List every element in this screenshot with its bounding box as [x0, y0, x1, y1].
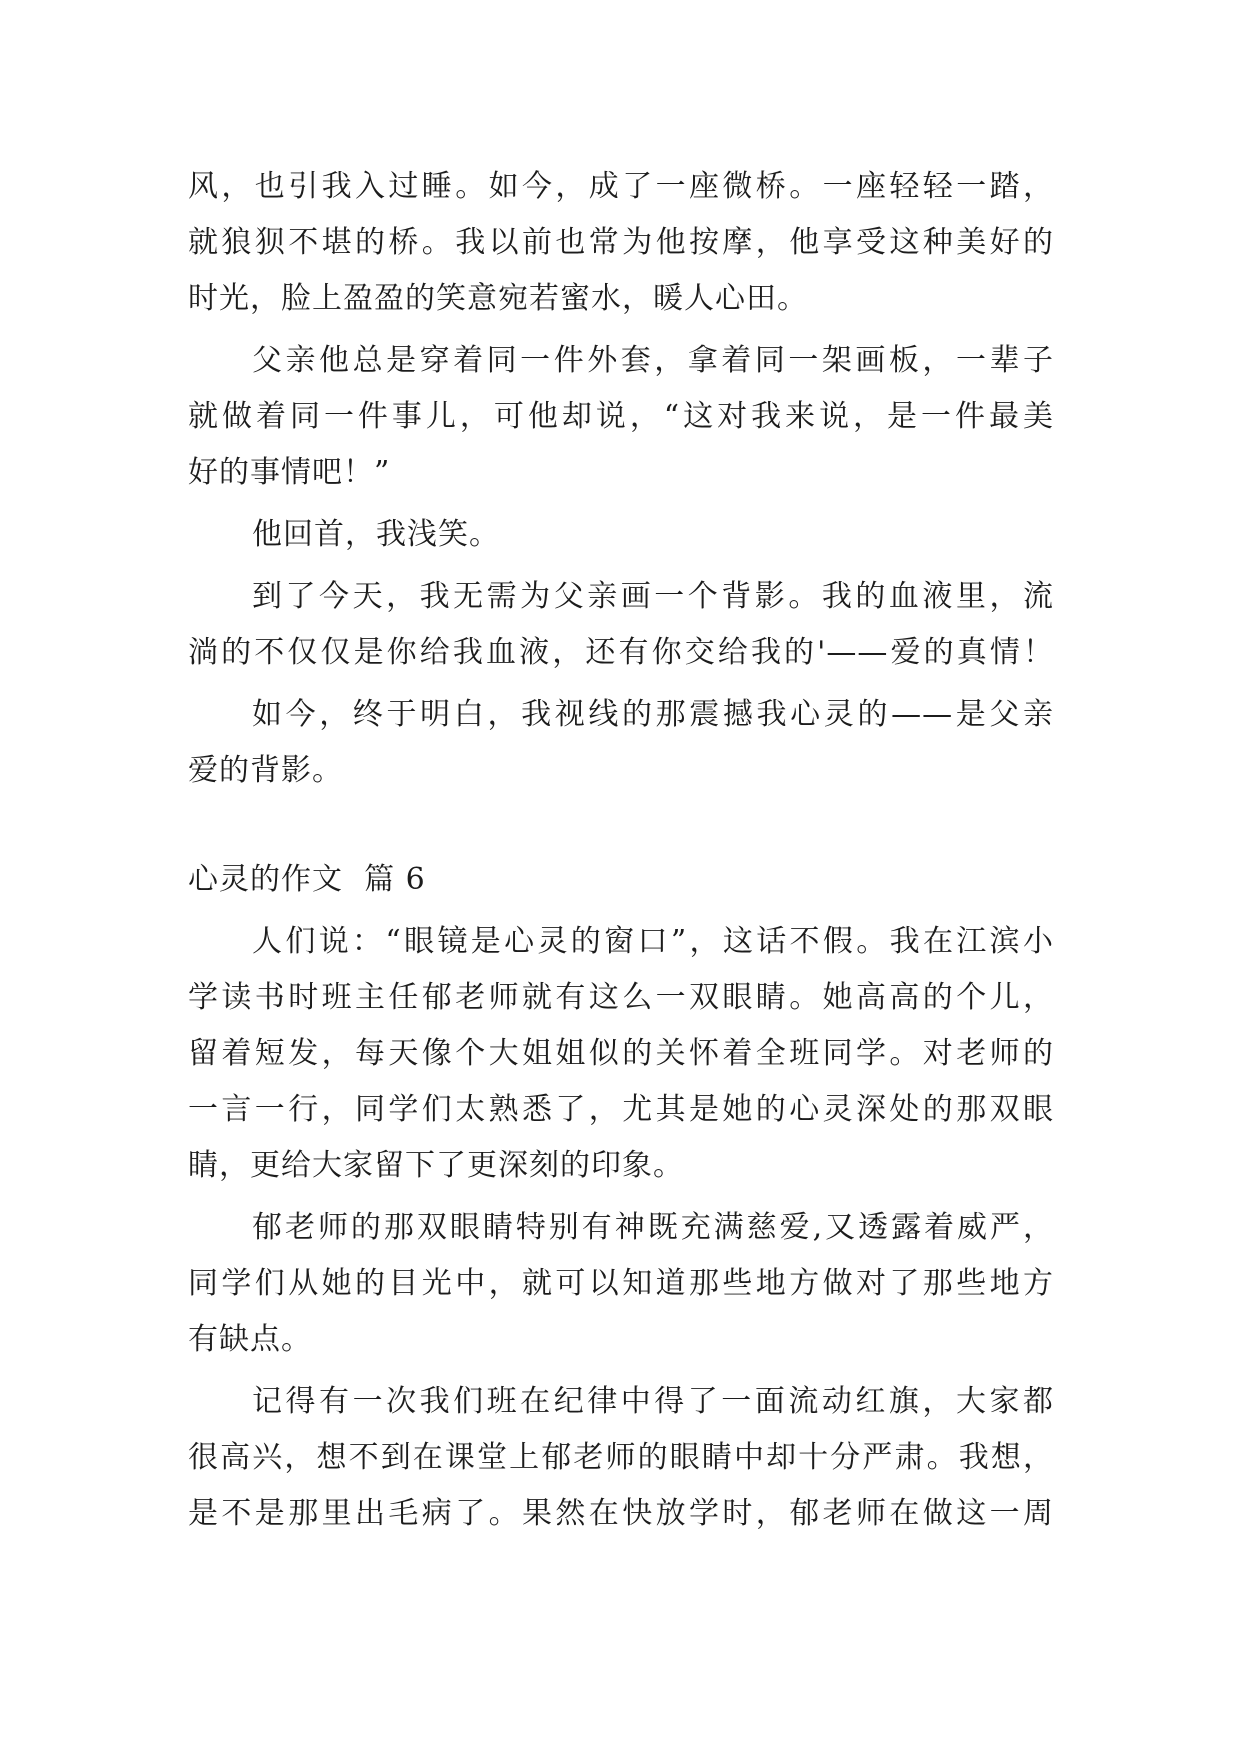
text-line: 到了今天，我无需为父亲画一个背影。我的血液里，流	[252, 579, 1054, 614]
paragraph	[188, 1374, 1054, 1542]
paragraph	[188, 687, 1054, 799]
text-line: 就狼狈不堪的桥。我以前也常为他按摩，他享受这种美好的	[188, 225, 1054, 260]
text-line: 风，也引我入过睡。如今，成了一座微桥。一座轻轻一踏，	[188, 169, 1054, 204]
text-line: 淌的不仅仅是你给我血液，还有你交给我的'——爱的真情！	[188, 635, 1054, 670]
text-line: 很高兴，想不到在课堂上郁老师的眼睛中却十分严肃。我想，	[188, 1440, 1054, 1475]
text-line: 记得有一次我们班在纪律中得了一面流动红旗，大家都	[252, 1384, 1054, 1419]
text-line: 有缺点。	[188, 1322, 312, 1357]
text-line: 是不是那里出毛病了。果然在快放学时，郁老师在做这一周	[188, 1496, 1054, 1531]
text-line: 他回首，我浅笑。	[252, 517, 500, 552]
document-body	[188, 159, 1054, 1548]
text-line: 如今，终于明白，我视线的那震撼我心灵的——是父亲	[252, 697, 1054, 732]
text-line: 睛，更给大家留下了更深刻的印象。	[188, 1148, 684, 1183]
paragraph	[188, 569, 1054, 681]
text-line: 好的事情吧！”	[188, 455, 391, 490]
text-line: 父亲他总是穿着同一件外套，拿着同一架画板，一辈子	[252, 343, 1054, 378]
essay-title: 心灵的作文 篇 6	[188, 862, 426, 897]
text-line: 学读书时班主任郁老师就有这么一双眼睛。她高高的个儿，	[188, 980, 1054, 1015]
paragraph	[188, 333, 1054, 501]
text-line: 时光，脸上盈盈的笑意宛若蜜水，暖人心田。	[188, 281, 808, 316]
text-line: 爱的背影。	[188, 753, 343, 788]
paragraph	[188, 507, 1054, 563]
text-line: 一言一行，同学们太熟悉了，尤其是她的心灵深处的那双眼	[188, 1092, 1054, 1127]
paragraph	[188, 159, 1054, 327]
text-line: 同学们从她的目光中，就可以知道那些地方做对了那些地方	[188, 1266, 1054, 1301]
paragraph	[188, 1200, 1054, 1368]
text-line: 人们说：“眼镜是心灵的窗口”，这话不假。我在江滨小	[252, 924, 1054, 959]
text-line: 郁老师的那双眼睛特别有神既充满慈爱,又透露着威严，	[252, 1210, 1054, 1245]
text-line: 留着短发，每天像个大姐姐似的关怀着全班同学。对老师的	[188, 1036, 1054, 1071]
text-line: 就做着同一件事儿，可他却说，“这对我来说，是一件最美	[188, 399, 1054, 434]
paragraph	[188, 914, 1054, 1194]
